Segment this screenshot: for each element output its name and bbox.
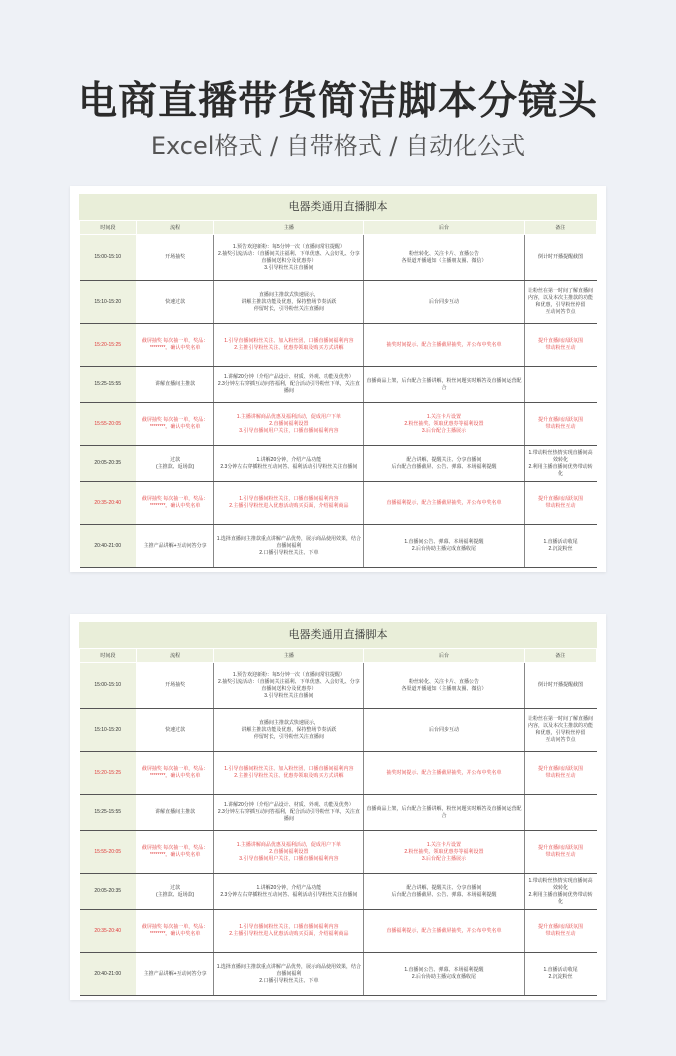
column-header-backend: 后台 bbox=[364, 221, 524, 235]
cell-backend: 粉丝转化、关注卡片、直播公告 各渠道开播通知（主播朋友圈、微信） bbox=[364, 663, 524, 709]
table-row bbox=[80, 795, 597, 831]
cell-time: 15:25-15:55 bbox=[80, 367, 137, 403]
script-table bbox=[79, 648, 597, 996]
table-row bbox=[80, 446, 597, 482]
table-row bbox=[80, 831, 597, 874]
cell-host: 1.引导直播间粉丝关注、加入粉丝团，口播直播间福利内容 2.主推引导粉丝关注、优惠券领取及购买方式讲解 bbox=[214, 324, 364, 367]
sheet-title: 电器类通用直播脚本 bbox=[79, 622, 597, 648]
cell-backend: 1.关注卡片设置 2.粉丝抽奖、领取优惠券等福利设置 3.后台配合主播展示 bbox=[364, 403, 524, 446]
table-body bbox=[80, 235, 597, 568]
sheet-title: 电器类通用直播脚本 bbox=[79, 194, 597, 220]
cell-note: 提升直播间活跃氛围 带动粉丝互动 bbox=[524, 403, 596, 446]
table-row bbox=[80, 482, 597, 525]
cell-backend: 直播福利提示，配合主播截屏抽奖，并公布中奖名单 bbox=[364, 482, 524, 525]
table-row bbox=[80, 324, 597, 367]
column-header-host: 主播 bbox=[214, 221, 364, 235]
page-subtitle: Excel格式 / 自带格式 / 自动化公式 bbox=[150, 132, 526, 160]
table-row bbox=[80, 874, 597, 910]
cell-backend: 直播商品上架，后台配合主播讲解，粉丝问题实时解答及直播间运营配合 bbox=[364, 795, 524, 831]
cell-note: 倒计时开播提醒截图 bbox=[524, 663, 596, 709]
cell-host: 1.预告欢迎新粉：每5分钟一次（直播间常驻提醒） 2.抽奖引流活动：（直播间关注福利、下单优惠、入会好礼、分享直播间送积分及优惠券） 3.引导粉丝关注直播间 bbox=[214, 235, 364, 281]
cell-flow: 快速过款 bbox=[136, 281, 214, 324]
cell-note: 1.直播活动收尾 2.沉淀粉丝 bbox=[524, 525, 596, 568]
cell-flow: 截屏抽奖 每次抽一单，奖品：********。确认中奖名单 bbox=[136, 752, 214, 795]
cell-time: 15:00-15:10 bbox=[80, 235, 137, 281]
cell-flow: 讲解直播间主推款 bbox=[136, 795, 214, 831]
cell-flow: 过款 (主推款、返场款) bbox=[136, 874, 214, 910]
cell-flow: 过款 (主推款、返场款) bbox=[136, 446, 214, 482]
cell-flow: 截屏抽奖 每次抽一单，奖品：********。确认中奖名单 bbox=[136, 831, 214, 874]
cell-flow: 截屏抽奖 每次抽一单，奖品：********。确认中奖名单 bbox=[136, 910, 214, 953]
cell-time: 20:35-20:40 bbox=[80, 482, 137, 525]
cell-time: 20:35-20:40 bbox=[80, 910, 137, 953]
column-header-note: 备注 bbox=[524, 221, 596, 235]
cell-time: 20:05-20:35 bbox=[80, 874, 137, 910]
cell-flow: 讲解直播间主推款 bbox=[136, 367, 214, 403]
cell-note: 让粉丝在第一时间了解直播间内容，以及本次主推款的功能和优惠，引导粉丝停留 互动问答节点 bbox=[524, 281, 596, 324]
table-header-row bbox=[80, 649, 597, 663]
cell-note: 倒计时开播提醒截图 bbox=[524, 235, 596, 281]
cell-flow: 截屏抽奖 每次抽一单，奖品：********。确认中奖名单 bbox=[136, 482, 214, 525]
cell-host: 1.主播讲解商品优惠及福利活动，促成用户下单 2.直播间福利设置 3.引导直播间用户关注，口播直播间福利内容 bbox=[214, 831, 364, 874]
cell-note: 1.带动粉丝热情实现直播间高效转化 2.利用主播直播间优势带动转化 bbox=[524, 874, 596, 910]
cell-note: 提升直播间活跃氛围 带动粉丝互动 bbox=[524, 482, 596, 525]
table-row bbox=[80, 235, 597, 281]
table-row bbox=[80, 752, 597, 795]
cell-host: 直播间主推款式快速展示， 讲解主推款功能及优惠，保持整场节奏活跃 停留时长，引导粉丝关注直播间 bbox=[214, 709, 364, 752]
cell-time: 15:20-15:25 bbox=[80, 752, 137, 795]
table-row bbox=[80, 953, 597, 996]
column-header-flow: 流程 bbox=[136, 221, 214, 235]
cell-backend: 抽奖时间提示、配合主播截屏抽奖，并公布中奖名单 bbox=[364, 324, 524, 367]
cell-time: 15:10-15:20 bbox=[80, 281, 137, 324]
cell-note: 提升直播间活跃氛围 带动粉丝互动 bbox=[524, 752, 596, 795]
cell-time: 15:10-15:20 bbox=[80, 709, 137, 752]
cell-backend: 粉丝转化、关注卡片、直播公告 各渠道开播通知（主播朋友圈、微信） bbox=[364, 235, 524, 281]
cell-host: 1.讲解20分钟，介绍产品功能 2.3分钟左右穿插粉丝互动问答、福利活动引导粉丝关注直播间 bbox=[214, 874, 364, 910]
cell-time: 15:25-15:55 bbox=[80, 795, 137, 831]
table-row bbox=[80, 367, 597, 403]
cell-backend: 后台同步互动 bbox=[364, 709, 524, 752]
cell-note: 1.直播活动收尾 2.沉淀粉丝 bbox=[524, 953, 596, 996]
cell-host: 1.主播讲解商品优惠及福利活动，促成用户下单 2.直播间福利设置 3.引导直播间用户关注，口播直播间福利内容 bbox=[214, 403, 364, 446]
cell-host: 1.选择直播间主推款重点讲解产品优势，展示商品使用效果，结合直播间福利 2.口播引导粉丝关注、下单 bbox=[214, 953, 364, 996]
cell-time: 15:00-15:10 bbox=[80, 663, 137, 709]
cell-backend: 抽奖时间提示、配合主播截屏抽奖，并公布中奖名单 bbox=[364, 752, 524, 795]
cell-time: 20:40-21:00 bbox=[80, 953, 137, 996]
cell-time: 15:55-20:05 bbox=[80, 831, 137, 874]
cell-host: 1.选择直播间主推款重点讲解产品优势，展示商品使用效果，结合直播间福利 2.口播引导粉丝关注、下单 bbox=[214, 525, 364, 568]
cell-backend: 直播商品上架，后台配合主播讲解，粉丝问题实时解答及直播间运营配合 bbox=[364, 367, 524, 403]
cell-host: 1.讲解20分钟（介绍产品设计、材质、外观、功能及优势） 2.3分钟左右穿插互动问答福利，配合活动引导粉丝下单，关注直播间 bbox=[214, 367, 364, 403]
column-header-time: 时间段 bbox=[80, 221, 137, 235]
page-title: 电商直播带货简洁脚本分镜头 bbox=[77, 79, 598, 124]
cell-time: 15:55-20:05 bbox=[80, 403, 137, 446]
table-body bbox=[80, 663, 597, 996]
cell-note: 1.带动粉丝热情实现直播间高效转化 2.利用主播直播间优势带动转化 bbox=[524, 446, 596, 482]
cell-flow: 开场抽奖 bbox=[136, 663, 214, 709]
cell-time: 15:20-15:25 bbox=[80, 324, 137, 367]
cell-backend: 1.直播间公告、弹幕、本场福利提醒 2.后台协助主播完成直播收尾 bbox=[364, 525, 524, 568]
sheet-preview-1 bbox=[70, 186, 606, 572]
cell-host: 1.预告欢迎新粉：每5分钟一次（直播间常驻提醒） 2.抽奖引流活动：（直播间关注福利、下单优惠、入会好礼、分享直播间送积分及优惠券） 3.引导粉丝关注直播间 bbox=[214, 663, 364, 709]
cell-host: 1.引导直播间粉丝关注、加入粉丝团，口播直播间福利内容 2.主推引导粉丝关注、优惠券领取及购买方式讲解 bbox=[214, 752, 364, 795]
cell-host: 1.引导直播间粉丝关注，口播直播间福利内容 2.主播引导粉丝进入优惠活动购买页面，介绍福利商品 bbox=[214, 482, 364, 525]
cell-backend: 1.关注卡片设置 2.粉丝抽奖、领取优惠券等福利设置 3.后台配合主播展示 bbox=[364, 831, 524, 874]
cell-time: 20:05-20:35 bbox=[80, 446, 137, 482]
cell-note bbox=[524, 795, 596, 831]
cell-note bbox=[524, 367, 596, 403]
cell-host: 直播间主推款式快速展示， 讲解主推款功能及优惠，保持整场节奏活跃 停留时长，引导粉丝关注直播间 bbox=[214, 281, 364, 324]
cell-host: 1.引导直播间粉丝关注，口播直播间福利内容 2.主播引导粉丝进入优惠活动购买页面，介绍福利商品 bbox=[214, 910, 364, 953]
cell-flow: 主推产品讲解+互动问答分享 bbox=[136, 953, 214, 996]
cell-backend: 直播福利提示，配合主播截屏抽奖，并公布中奖名单 bbox=[364, 910, 524, 953]
cell-backend: 1.直播间公告、弹幕、本场福利提醒 2.后台协助主播完成直播收尾 bbox=[364, 953, 524, 996]
cell-time: 20:40-21:00 bbox=[80, 525, 137, 568]
column-header-time: 时间段 bbox=[80, 649, 137, 663]
cell-note: 让粉丝在第一时间了解直播间内容，以及本次主推款的功能和优惠，引导粉丝停留 互动问答节点 bbox=[524, 709, 596, 752]
column-header-host: 主播 bbox=[214, 649, 364, 663]
table-header-row bbox=[80, 221, 597, 235]
cell-flow: 截屏抽奖 每次抽一单，奖品：********。确认中奖名单 bbox=[136, 403, 214, 446]
cell-note: 提升直播间活跃氛围 带动粉丝互动 bbox=[524, 324, 596, 367]
cell-host: 1.讲解20分钟，介绍产品功能 2.3分钟左右穿插粉丝互动问答、福利活动引导粉丝关注直播间 bbox=[214, 446, 364, 482]
script-table bbox=[79, 220, 597, 568]
cell-flow: 开场抽奖 bbox=[136, 235, 214, 281]
cell-host: 1.讲解20分钟（介绍产品设计、材质、外观、功能及优势） 2.3分钟左右穿插互动问答福利，配合活动引导粉丝下单，关注直播间 bbox=[214, 795, 364, 831]
column-header-flow: 流程 bbox=[136, 649, 214, 663]
cell-backend: 后台同步互动 bbox=[364, 281, 524, 324]
table-row bbox=[80, 709, 597, 752]
table-row bbox=[80, 403, 597, 446]
column-header-note: 备注 bbox=[524, 649, 596, 663]
cell-note: 提升直播间活跃氛围 带动粉丝互动 bbox=[524, 831, 596, 874]
table-row bbox=[80, 525, 597, 568]
table-row bbox=[80, 281, 597, 324]
cell-backend: 配合讲解，提醒关注、分享直播间 后台配合直播截屏、公告、弹幕、本场福利提醒 bbox=[364, 446, 524, 482]
table-row bbox=[80, 663, 597, 709]
column-header-backend: 后台 bbox=[364, 649, 524, 663]
cell-flow: 主推产品讲解+互动问答分享 bbox=[136, 525, 214, 568]
cell-backend: 配合讲解，提醒关注、分享直播间 后台配合直播截屏、公告、弹幕、本场福利提醒 bbox=[364, 874, 524, 910]
table-row bbox=[80, 910, 597, 953]
sheet-preview-2 bbox=[70, 614, 606, 1000]
cell-flow: 快速过款 bbox=[136, 709, 214, 752]
cell-note: 提升直播间活跃氛围 带动粉丝互动 bbox=[524, 910, 596, 953]
cell-flow: 截屏抽奖 每次抽一单，奖品：********。确认中奖名单 bbox=[136, 324, 214, 367]
